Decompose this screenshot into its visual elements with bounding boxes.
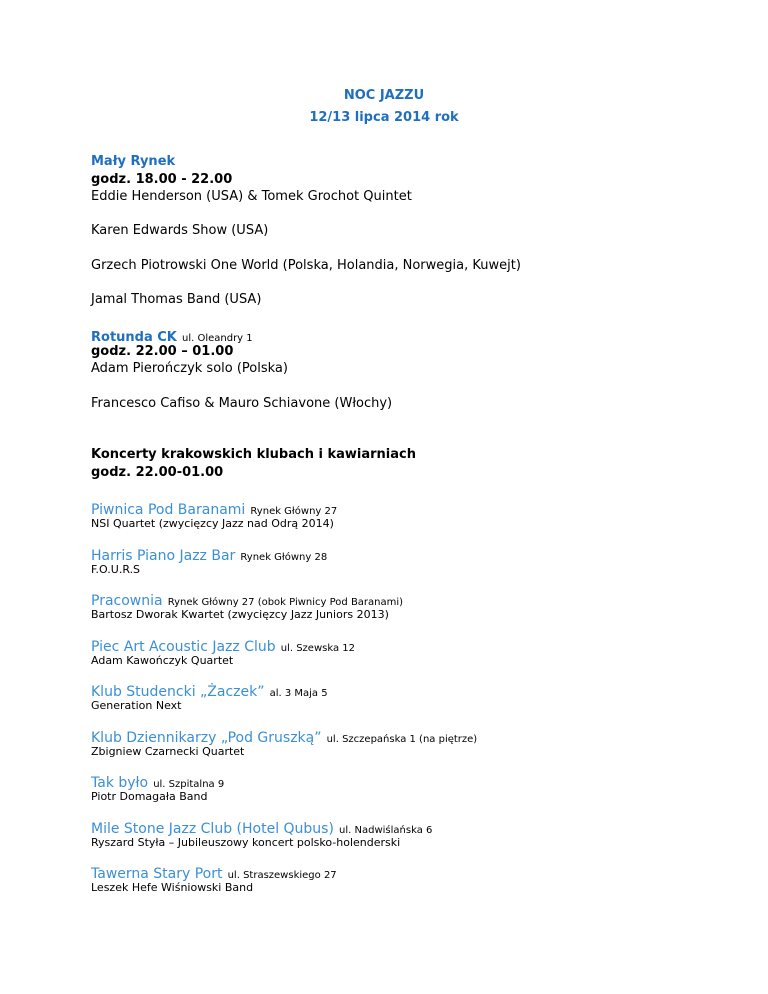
club-venue: Tawerna Stary Port <box>91 866 223 882</box>
maly-rynek-act-1: Eddie Henderson (USA) & Tomek Grochot Quintet <box>91 189 412 204</box>
club-act: F.O.U.R.S <box>91 563 141 576</box>
club-item <box>91 636 355 655</box>
club-venue: Piwnica Pod Baranami <box>91 502 246 518</box>
maly-rynek-time: godz. 18.00 - 22.00 <box>91 172 233 187</box>
club-act: Zbigniew Czarnecki Quartet <box>91 745 245 758</box>
maly-rynek-venue: Mały Rynek <box>91 154 176 169</box>
clubs-time: godz. 22.00-01.00 <box>91 465 224 480</box>
maly-rynek-act-4: Jamal Thomas Band (USA) <box>91 292 262 307</box>
club-item <box>91 681 328 700</box>
club-address: ul. Szpitalna 9 <box>153 779 225 790</box>
club-address: Rynek Główny 27 (obok Piwnicy Pod Baranami) <box>167 597 404 608</box>
club-address: Rynek Główny 27 <box>250 506 338 517</box>
club-item <box>91 818 432 837</box>
page-title: NOC JAZZU <box>343 88 425 103</box>
club-address: Rynek Główny 28 <box>240 552 328 563</box>
clubs-heading: Koncerty krakowskich klubach i kawiarniach <box>91 447 416 462</box>
maly-rynek-act-3: Grzech Piotrowski One World (Polska, Holandia, Norwegia, Kuwejt) <box>91 258 521 273</box>
club-address: ul. Szczepańska 1 (na piętrze) <box>326 734 478 745</box>
club-item <box>91 499 337 518</box>
club-item <box>91 590 403 609</box>
club-venue: Klub Studencki „Żaczek” <box>91 684 265 700</box>
rotunda-act-1: Adam Pierończyk solo (Polska) <box>91 361 288 376</box>
club-item <box>91 727 477 746</box>
rotunda-address: ul. Oleandry 1 <box>181 333 253 344</box>
club-address: ul. Szewska 12 <box>280 643 355 654</box>
club-item <box>91 545 327 564</box>
club-item <box>91 863 337 882</box>
club-venue: Mile Stone Jazz Club (Hotel Qubus) <box>91 821 334 837</box>
rotunda-venue: Rotunda CK <box>91 330 177 345</box>
club-act: Bartosz Dworak Kwartet (zwycięzcy Jazz Juniors 2013) <box>91 608 389 621</box>
club-venue: Pracownia <box>91 593 163 609</box>
club-venue: Piec Art Acoustic Jazz Club <box>91 639 276 655</box>
club-act: NSI Quartet (zwycięzcy Jazz nad Odrą 2014) <box>91 517 334 530</box>
club-act: Piotr Domagała Band <box>91 790 208 803</box>
header <box>0 85 768 129</box>
club-item <box>91 772 224 791</box>
club-address: ul. Straszewskiego 27 <box>227 870 337 881</box>
rotunda-time: godz. 22.00 – 01.00 <box>91 344 234 359</box>
club-act: Adam Kawończyk Quartet <box>91 654 234 667</box>
rotunda-act-2: Francesco Cafiso & Mauro Schiavone (Włochy) <box>91 396 393 411</box>
club-venue: Klub Dziennikarzy „Pod Gruszką” <box>91 730 322 746</box>
club-address: ul. Nadwiślańska 6 <box>339 825 433 836</box>
rotunda-line <box>91 326 253 345</box>
club-venue: Tak było <box>91 775 149 791</box>
club-act: Leszek Hefe Wiśniowski Band <box>91 881 254 894</box>
club-address: al. 3 Maja 5 <box>269 688 328 699</box>
page-date: 12/13 lipca 2014 rok <box>309 110 459 125</box>
maly-rynek-act-2: Karen Edwards Show (USA) <box>91 223 269 238</box>
club-venue: Harris Piano Jazz Bar <box>91 548 236 564</box>
club-act: Ryszard Styła – Jubileuszowy koncert polsko-holenderski <box>91 836 401 849</box>
club-act: Generation Next <box>91 699 182 712</box>
